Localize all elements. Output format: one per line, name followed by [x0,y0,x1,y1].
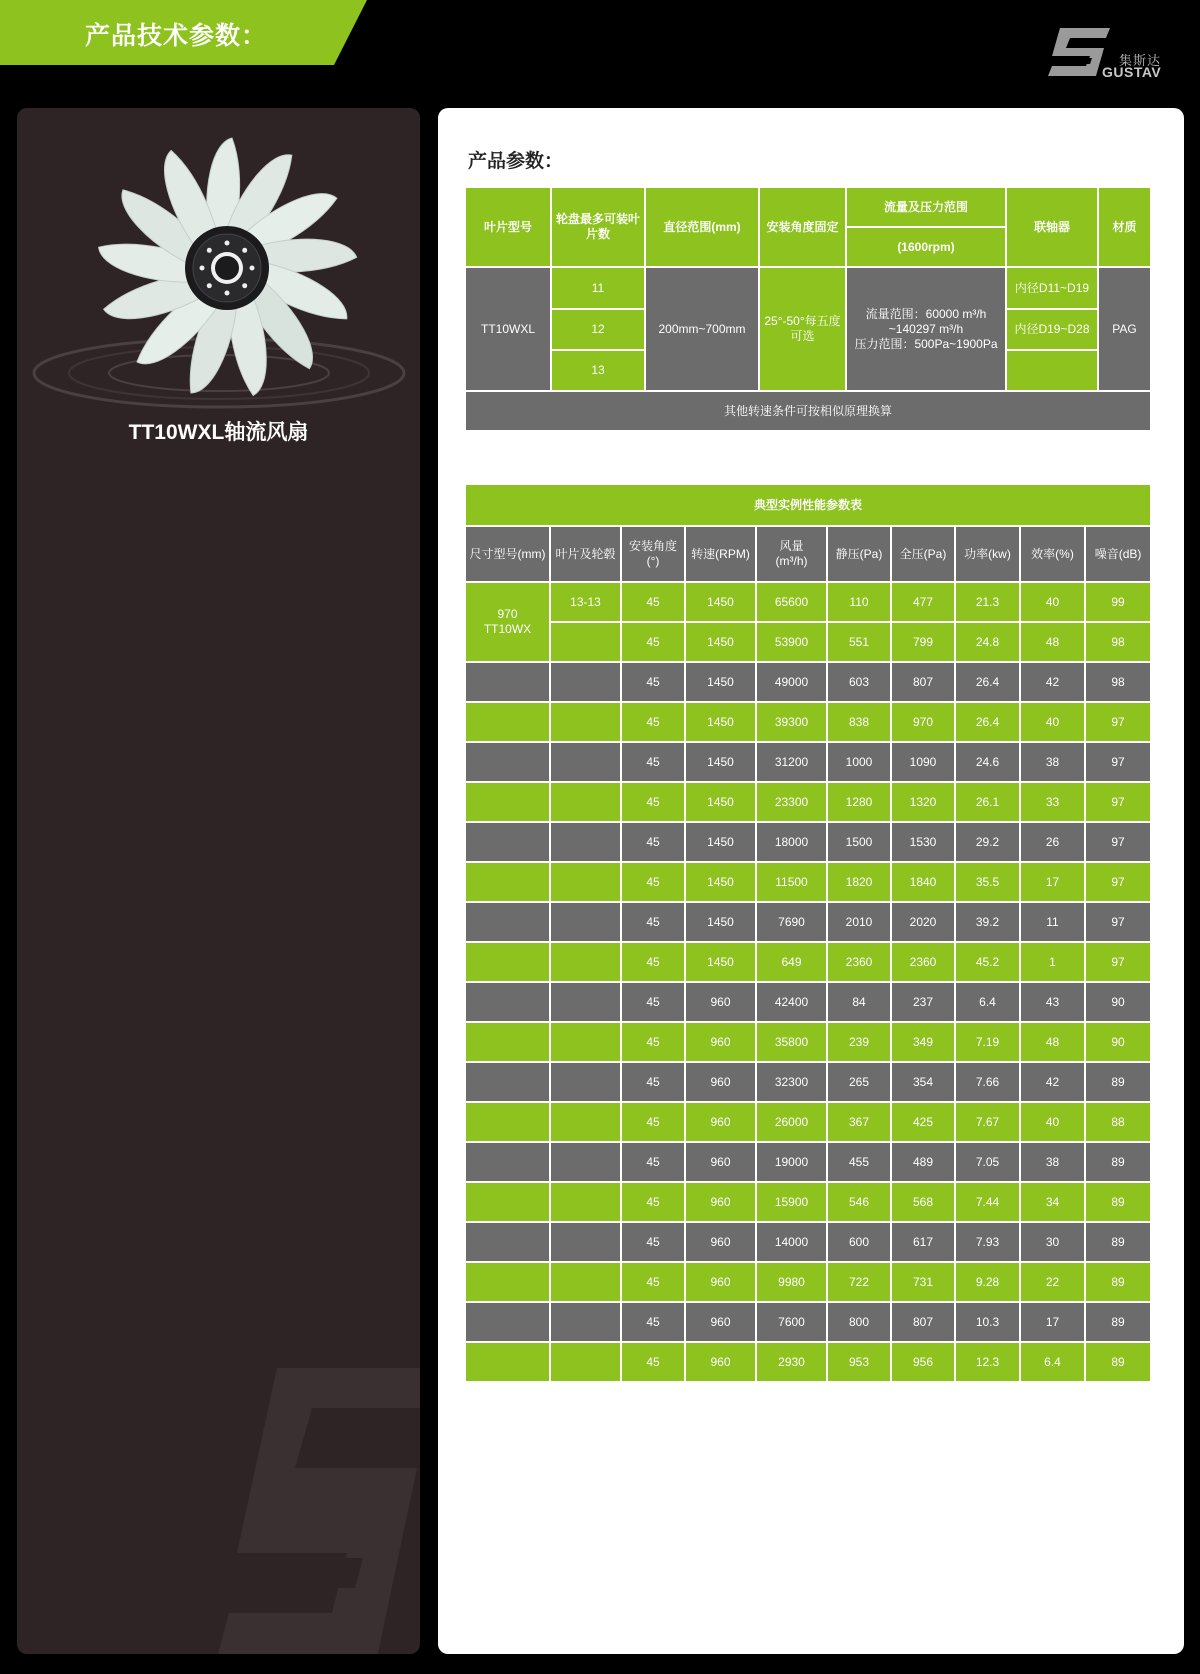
table-cell: 1450 [686,823,757,863]
table-cell: 32300 [757,1063,828,1103]
table-row [466,1223,1152,1263]
cell-coupling: 内径D11~D19 [1007,268,1099,310]
table-cell: 1840 [892,863,956,903]
header-material: 材质 [1099,188,1152,268]
table-cell: 15900 [757,1183,828,1223]
table-row [466,1183,1152,1223]
table-cell: 1450 [686,703,757,743]
table-cell: 89 [1086,1183,1152,1223]
cell-size-model: 970 TT10WX [466,583,551,663]
perf-column-header: 功率(kw) [956,527,1021,583]
cell-empty [551,1143,622,1183]
table-cell: 42 [1021,1063,1086,1103]
table-cell: 31200 [757,743,828,783]
table-cell: 89 [1086,1063,1152,1103]
table-row [466,1303,1152,1343]
table-cell: 807 [892,663,956,703]
table-cell: 26000 [757,1103,828,1143]
table-cell: 48 [1021,623,1086,663]
table-cell: 600 [828,1223,892,1263]
table-cell: 89 [1086,1343,1152,1383]
product-name: TT10WXL轴流风扇 [128,421,309,444]
table-cell: 807 [892,1303,956,1343]
table-cell: 12.3 [956,1343,1021,1383]
table-cell: 48 [1021,1023,1086,1063]
table-cell: 45 [622,863,686,903]
cell-empty [551,1103,622,1143]
table-cell: 45 [622,583,686,623]
table-cell: 551 [828,623,892,663]
cell-empty [466,1343,551,1383]
table-cell: 17 [1021,1303,1086,1343]
perf-column-header: 全压(Pa) [892,527,956,583]
cell-empty [551,1263,622,1303]
table-row [466,1063,1152,1103]
table-cell: 42400 [757,983,828,1023]
table-cell: 14000 [757,1223,828,1263]
table-cell: 97 [1086,863,1152,903]
table-cell: 53900 [757,623,828,663]
table-cell: 970 [892,703,956,743]
table-cell: 354 [892,1063,956,1103]
cell-empty [551,943,622,983]
cell-empty [551,823,622,863]
table-cell: 35800 [757,1023,828,1063]
table-cell: 40 [1021,703,1086,743]
table-cell: 1450 [686,863,757,903]
table-cell: 2930 [757,1343,828,1383]
table-cell: 97 [1086,703,1152,743]
table-cell: 800 [828,1303,892,1343]
table-row [466,943,1152,983]
params-note: 其他转速条件可按相似原理换算 [466,392,1152,432]
table-cell: 45 [622,1143,686,1183]
table-cell: 7.93 [956,1223,1021,1263]
table-cell: 89 [1086,1303,1152,1343]
table-row [466,623,1152,663]
table-cell: 7.05 [956,1143,1021,1183]
table-cell: 1530 [892,823,956,863]
header-angle: 安装角度固定 [760,188,847,268]
table-row [466,983,1152,1023]
table-cell: 960 [686,1263,757,1303]
cell-empty [466,1303,551,1343]
cell-empty [551,663,622,703]
header-blade-model: 叶片型号 [466,188,552,268]
pressure-range-text: 压力范围：500Pa~1900Pa [854,336,998,351]
table-cell: 960 [686,1343,757,1383]
table-cell: 11500 [757,863,828,903]
table-cell: 98 [1086,663,1152,703]
table-cell: 88 [1086,1103,1152,1143]
table-cell: 26.4 [956,703,1021,743]
cell-empty [551,703,622,743]
table-cell: 40 [1021,583,1086,623]
perf-column-header: 叶片及轮毂 [551,527,622,583]
table-row [466,583,1152,623]
table-cell: 45 [622,703,686,743]
table-cell: 649 [757,943,828,983]
table-cell: 2020 [892,903,956,943]
table-cell: 45 [622,983,686,1023]
header-flow-sub: (1600rpm) [847,228,1007,268]
table-cell: 97 [1086,943,1152,983]
table-row [466,863,1152,903]
table-cell: 603 [828,663,892,703]
cell-blade-hub [551,623,622,663]
table-cell: 1280 [828,783,892,823]
table-cell: 237 [892,983,956,1023]
table-cell: 799 [892,623,956,663]
perf-column-header: 噪音(dB) [1086,527,1152,583]
table-cell: 45 [622,823,686,863]
cell-empty [551,1303,622,1343]
cell-diameter: 200mm~700mm [646,268,760,392]
cell-empty [551,743,622,783]
perf-column-header: 转速(RPM) [686,527,757,583]
table-cell: 89 [1086,1263,1152,1303]
cell-blade-count: 12 [552,310,646,351]
perf-column-header: 尺寸型号(mm) [466,527,551,583]
table-cell: 45 [622,903,686,943]
table-cell: 43 [1021,983,1086,1023]
table-cell: 10.3 [956,1303,1021,1343]
cell-empty [551,903,622,943]
cell-blade-count: 13 [552,351,646,392]
perf-column-header: 安装角度(°) [622,527,686,583]
table-cell: 30 [1021,1223,1086,1263]
table-row [466,1023,1152,1063]
table-cell: 24.8 [956,623,1021,663]
table-cell: 18000 [757,823,828,863]
table-cell: 38 [1021,1143,1086,1183]
table-cell: 23300 [757,783,828,823]
table-cell: 110 [828,583,892,623]
table-cell: 1320 [892,783,956,823]
table-cell: 45 [622,783,686,823]
table-cell: 90 [1086,983,1152,1023]
table-cell: 65600 [757,583,828,623]
table-cell: 45 [622,1263,686,1303]
table-cell: 98 [1086,623,1152,663]
cell-empty [466,943,551,983]
cell-empty [466,663,551,703]
table-cell: 45 [622,1303,686,1343]
table-cell: 21.3 [956,583,1021,623]
fan-image-icon [27,128,410,418]
cell-empty [466,1183,551,1223]
table-cell: 265 [828,1063,892,1103]
header-coupling: 联轴器 [1007,188,1099,268]
page-title: 产品技术参数： [85,22,268,50]
table-cell: 1450 [686,623,757,663]
table-cell: 17 [1021,863,1086,903]
table-cell: 1500 [828,823,892,863]
performance-table [466,485,1152,1383]
table-cell: 960 [686,983,757,1023]
cell-empty [551,1063,622,1103]
table-cell: 9980 [757,1263,828,1303]
table-cell: 7600 [757,1303,828,1343]
table-cell: 838 [828,703,892,743]
table-cell: 84 [828,983,892,1023]
cell-empty [551,1183,622,1223]
table-cell: 7.44 [956,1183,1021,1223]
table-cell: 45 [622,943,686,983]
table-cell: 39.2 [956,903,1021,943]
logo-en-text: GUSTAV [1102,64,1162,80]
cell-flow-range [847,268,1007,392]
cell-empty [551,1023,622,1063]
table-cell: 45 [622,743,686,783]
table-cell: 1000 [828,743,892,783]
table-cell: 1450 [686,663,757,703]
cell-blade-model: TT10WXL [466,268,552,392]
table-cell: 19000 [757,1143,828,1183]
table-row [466,783,1152,823]
cell-empty [551,863,622,903]
cell-angle: 25°-50°每五度可选 [760,268,847,392]
cell-empty [466,823,551,863]
table-row [466,903,1152,943]
table-cell: 89 [1086,1223,1152,1263]
table-cell: 960 [686,1103,757,1143]
table-cell: 960 [686,1063,757,1103]
table-cell: 38 [1021,743,1086,783]
table-cell: 24.6 [956,743,1021,783]
table-cell: 1450 [686,783,757,823]
table-cell: 2360 [892,943,956,983]
table-cell: 45 [622,1063,686,1103]
table-cell: 6.4 [1021,1343,1086,1383]
table-row [466,663,1152,703]
table-cell: 367 [828,1103,892,1143]
cell-coupling: 内径D19~D28 [1007,310,1099,351]
cell-empty [466,1263,551,1303]
table-cell: 349 [892,1023,956,1063]
table-cell: 45.2 [956,943,1021,983]
table-cell: 1450 [686,583,757,623]
cell-empty [466,743,551,783]
table-cell: 26.1 [956,783,1021,823]
header-flow: 流量及压力范围 [847,188,1007,228]
cell-coupling [1007,351,1099,392]
table-cell: 568 [892,1183,956,1223]
table-cell: 960 [686,1303,757,1343]
table-cell: 1450 [686,903,757,943]
table-cell: 45 [622,1023,686,1063]
table-cell: 99 [1086,583,1152,623]
table-cell: 45 [622,1103,686,1143]
table-cell: 6.4 [956,983,1021,1023]
table-cell: 956 [892,1343,956,1383]
cell-empty [551,783,622,823]
table-cell: 960 [686,1183,757,1223]
header-blade-count: 轮盘最多可装叶片数 [552,188,646,268]
perf-title: 典型实例性能参数表 [466,485,1152,527]
table-row [466,1263,1152,1303]
perf-column-header: 效率(%) [1021,527,1086,583]
table-row [466,1343,1152,1383]
table-cell: 42 [1021,663,1086,703]
perf-column-header: 风量 (m³/h) [757,527,828,583]
table-cell: 45 [622,1183,686,1223]
spec-panel [438,108,1184,1654]
cell-material: PAG [1099,268,1152,392]
table-cell: 7.66 [956,1063,1021,1103]
table-cell: 90 [1086,1023,1152,1063]
table-cell: 722 [828,1263,892,1303]
table-cell: 97 [1086,903,1152,943]
table-row [466,703,1152,743]
cell-empty [466,903,551,943]
cell-empty [466,1063,551,1103]
cell-empty [466,1103,551,1143]
table-cell: 26.4 [956,663,1021,703]
cell-blade-count: 11 [552,268,646,310]
table-cell: 2360 [828,943,892,983]
logo-cn-text: 集斯达 [1119,53,1162,68]
table-cell: 1450 [686,743,757,783]
table-cell: 960 [686,1223,757,1263]
table-cell: 7690 [757,903,828,943]
cell-empty [466,1223,551,1263]
table-cell: 11 [1021,903,1086,943]
perf-column-header: 静压(Pa) [828,527,892,583]
table-cell: 1090 [892,743,956,783]
cell-empty [466,783,551,823]
header-diameter: 直径范围(mm) [646,188,760,268]
table-cell: 97 [1086,783,1152,823]
table-row [466,823,1152,863]
cell-empty [466,1023,551,1063]
cell-empty [551,1223,622,1263]
cell-empty [551,983,622,1023]
product-image-panel [17,108,420,1654]
table-cell: 97 [1086,823,1152,863]
table-cell: 45 [622,1343,686,1383]
cell-empty [466,703,551,743]
table-row [466,1143,1152,1183]
table-cell: 960 [686,1023,757,1063]
table-cell: 33 [1021,783,1086,823]
background-logo-icon [217,1368,420,1654]
table-cell: 45 [622,623,686,663]
table-cell: 97 [1086,743,1152,783]
table-cell: 546 [828,1183,892,1223]
table-cell: 29.2 [956,823,1021,863]
table-cell: 425 [892,1103,956,1143]
table-cell: 1 [1021,943,1086,983]
table-cell: 35.5 [956,863,1021,903]
table-row [466,1103,1152,1143]
cell-blade-hub: 13-13 [551,583,622,623]
table-cell: 1820 [828,863,892,903]
cell-empty [466,983,551,1023]
cell-empty [466,863,551,903]
table-cell: 960 [686,1143,757,1183]
flow-range-text: 流量范围：60000 m³/h ~140297 m³/h [865,306,987,336]
cell-empty [466,1143,551,1183]
table-cell: 40 [1021,1103,1086,1143]
table-cell: 455 [828,1143,892,1183]
table-cell: 34 [1021,1183,1086,1223]
table-cell: 477 [892,583,956,623]
table-cell: 26 [1021,823,1086,863]
table-cell: 239 [828,1023,892,1063]
table-cell: 731 [892,1263,956,1303]
table-cell: 489 [892,1143,956,1183]
table-cell: 45 [622,663,686,703]
cell-empty [551,1343,622,1383]
table-cell: 39300 [757,703,828,743]
product-params-table [466,188,1152,432]
table-cell: 49000 [757,663,828,703]
table-cell: 22 [1021,1263,1086,1303]
table-cell: 89 [1086,1143,1152,1183]
table-cell: 1450 [686,943,757,983]
table-cell: 45 [622,1223,686,1263]
params-title: 产品参数： [468,151,564,172]
table-row [466,743,1152,783]
table-cell: 617 [892,1223,956,1263]
table-cell: 7.19 [956,1023,1021,1063]
table-cell: 9.28 [956,1263,1021,1303]
table-cell: 7.67 [956,1103,1021,1143]
table-cell: 2010 [828,903,892,943]
table-cell: 953 [828,1343,892,1383]
